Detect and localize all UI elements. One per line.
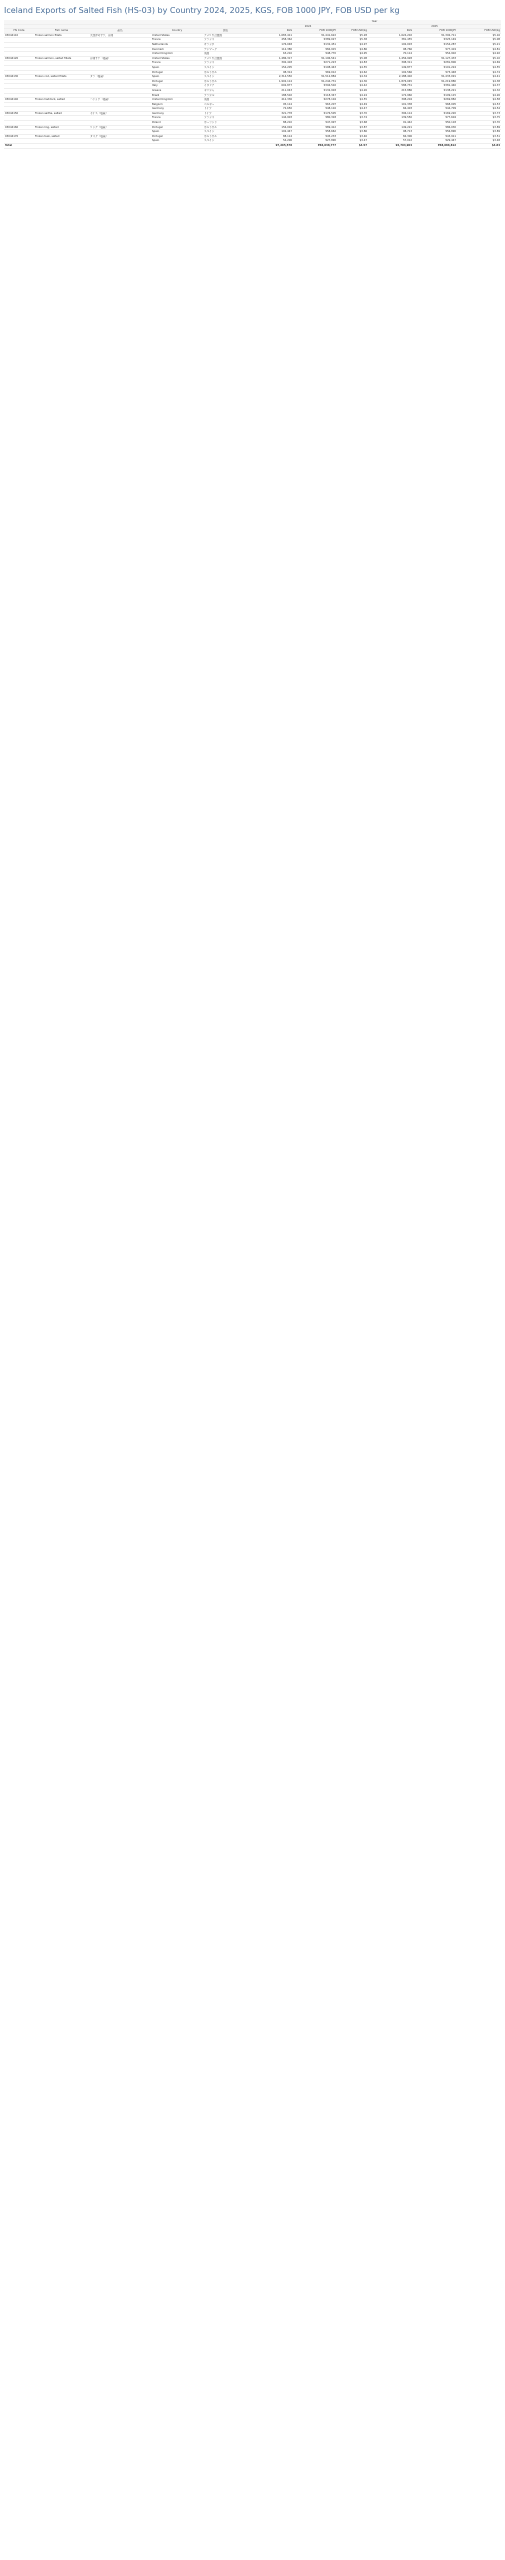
value-cell: 602,877	[248, 84, 293, 89]
value-cell: 176,048	[248, 42, 293, 47]
country-jp-cell: 英国	[203, 98, 248, 103]
value-cell: $4.41	[457, 75, 501, 80]
value-cell: 392,418	[248, 61, 293, 66]
country-jp-cell: スペイン	[203, 139, 248, 144]
value-cell: ¥1,441,622	[293, 33, 337, 38]
country-cell: Italy	[151, 84, 203, 89]
value-cell: $4.26	[337, 88, 368, 93]
header-year-2025: 2025	[368, 24, 501, 29]
value-cell: 139,550	[368, 116, 413, 121]
col-header: KGS	[368, 29, 413, 34]
value-cell: $4.86	[337, 47, 368, 52]
value-cell: 321,778	[248, 111, 293, 116]
value-cell: ¥394,502	[293, 84, 337, 89]
value-cell: ¥381,440	[413, 84, 457, 89]
total-cell: ¥68,086,812	[413, 144, 457, 149]
value-cell: 1,876,045	[368, 79, 413, 84]
fish-name-jp-cell: ハドック（塩蔵）	[89, 98, 151, 103]
value-cell: 156,004	[248, 125, 293, 130]
country-cell: Belgium	[151, 102, 203, 107]
value-cell: ¥54,902	[413, 52, 457, 57]
value-cell: ¥1,244,731	[293, 79, 337, 84]
value-cell: $3.89	[457, 125, 501, 130]
value-cell: ¥45,233	[293, 134, 337, 139]
value-cell: ¥56,890	[413, 130, 457, 135]
value-cell: $4.26	[457, 93, 501, 98]
value-cell: ¥389,027	[293, 38, 337, 43]
value-cell: $3.68	[337, 121, 368, 126]
col-header: FOB USD/kg	[337, 29, 368, 34]
country-cell: United Kingdom	[151, 52, 203, 57]
total-cell: 94,794,904	[368, 144, 413, 149]
country-jp-cell: アメリカ合衆国	[203, 33, 248, 38]
col-header: HS Code	[4, 29, 34, 34]
total-cell: ¥66,038,777	[293, 144, 337, 149]
value-cell: 192,003	[368, 42, 413, 47]
country-cell: Brazil	[151, 93, 203, 98]
value-cell: ¥1,127,433	[413, 56, 457, 61]
country-cell: Portugal	[151, 70, 203, 75]
value-cell: ¥86,030	[413, 125, 457, 130]
value-cell: 88,114	[248, 134, 293, 139]
hs-code-cell: 03044130	[4, 75, 34, 80]
country-jp-cell: ポルトガル	[203, 134, 248, 139]
fish-name-cell: Frozen haddock, salted	[34, 98, 89, 103]
value-cell: $5.10	[457, 56, 501, 61]
col-header: FOB 1000JPY	[293, 29, 337, 34]
value-cell: 63,210	[248, 52, 293, 57]
value-cell: 98,314	[248, 70, 293, 75]
value-cell: 144,903	[248, 116, 293, 121]
hs-code-cell: 03044120	[4, 56, 34, 61]
value-cell: $4.74	[457, 70, 501, 75]
value-cell: 398,204	[368, 98, 413, 103]
value-cell: 1,902,114	[248, 79, 293, 84]
fish-name-jp-cell: タラ（塩蔵）	[89, 75, 151, 80]
value-cell: $3.74	[337, 116, 368, 121]
value-cell: ¥281,806	[413, 61, 457, 66]
country-cell: Portugal	[151, 79, 203, 84]
value-cell: 458,362	[248, 38, 293, 43]
value-cell: ¥1,512,884	[293, 75, 337, 80]
value-cell: 381,455	[368, 38, 413, 43]
country-cell: Spain	[151, 130, 203, 135]
value-cell: ¥1,433,091	[413, 75, 457, 80]
value-cell: 306,114	[368, 111, 413, 116]
header-year-2024: 2024	[248, 24, 368, 29]
value-cell: $4.54	[457, 107, 501, 112]
value-cell: ¥84,915	[293, 47, 337, 52]
country-jp-cell: ギリシャ	[203, 88, 248, 93]
value-cell: $3.87	[337, 125, 368, 130]
value-cell: 215,886	[368, 88, 413, 93]
value-cell: ¥44,709	[413, 107, 457, 112]
total-label: Total	[4, 144, 248, 149]
country-cell: France	[151, 116, 203, 121]
value-cell: $4.34	[337, 75, 368, 80]
country-cell: United States	[151, 56, 203, 61]
value-cell: $4.32	[457, 88, 501, 93]
value-cell: 98,713	[368, 130, 413, 135]
value-cell: $4.62	[337, 70, 368, 75]
value-cell: 95,114	[248, 102, 293, 107]
country-jp-cell: スペイン	[203, 75, 248, 80]
value-cell: ¥89,412	[293, 125, 337, 130]
value-cell: $4.37	[457, 84, 501, 89]
value-cell: $3.70	[457, 121, 501, 126]
value-cell: 1,456,928	[368, 56, 413, 61]
value-cell: ¥80,318	[293, 116, 337, 121]
country-cell: Portugal	[151, 125, 203, 130]
value-cell: ¥68,005	[413, 102, 457, 107]
value-cell: $4.53	[457, 102, 501, 107]
total-cell: $4.57	[337, 144, 368, 149]
fish-name-jp-cell: タスク（塩蔵）	[89, 134, 151, 139]
value-cell: ¥325,149	[413, 38, 457, 43]
value-cell: 2,314,550	[248, 75, 293, 80]
country-cell: Spain	[151, 65, 203, 70]
country-jp-cell: ポルトガル	[203, 125, 248, 130]
fish-name-cell: Frozen tusk, salted	[34, 134, 89, 139]
value-cell: ¥132,451	[293, 42, 337, 47]
value-cell: 154,205	[248, 65, 293, 70]
value-cell: 172,960	[368, 93, 413, 98]
value-cell: ¥73,448	[413, 70, 457, 75]
hs-code-cell: 03044140	[4, 98, 34, 103]
country-cell: Germany	[151, 107, 203, 112]
country-jp-cell: デンマーク	[203, 47, 248, 52]
col-header: Fish name	[34, 29, 89, 34]
export-table-sheet	[4, 20, 501, 149]
value-cell: $5.21	[457, 42, 501, 47]
value-cell: $4.36	[337, 79, 368, 84]
country-cell: Poland	[151, 121, 203, 126]
hs-code-cell: 03044170	[4, 134, 34, 139]
fish-name-cell: Frozen saithe, salted	[34, 111, 89, 116]
value-cell: 188,502	[248, 93, 293, 98]
value-cell: 102,447	[248, 130, 293, 135]
country-jp-cell: ポルトガル	[203, 70, 248, 75]
fish-name-jp-cell: 冷凍サケ（塩蔵）	[89, 56, 151, 61]
country-cell: Denmark	[151, 47, 203, 52]
value-cell: $4.55	[457, 65, 501, 70]
value-cell: 57,012	[368, 139, 413, 144]
value-cell: ¥43,911	[413, 134, 457, 139]
value-cell: $4.97	[337, 42, 368, 47]
value-cell: 72,650	[248, 107, 293, 112]
value-cell: 88,210	[248, 121, 293, 126]
value-cell: ¥271,223	[293, 61, 337, 66]
value-cell: ¥27,890	[293, 139, 337, 144]
value-cell: $4.49	[337, 102, 368, 107]
value-cell: $3.86	[337, 130, 368, 135]
value-cell: $5.08	[337, 56, 368, 61]
total-cell: 97,265,578	[248, 144, 293, 149]
value-cell: $3.89	[457, 130, 501, 135]
value-cell: ¥69,012	[293, 70, 337, 75]
value-cell: $3.70	[337, 111, 368, 116]
value-cell: $4.81	[457, 47, 501, 52]
col-header: FOB 1000JPY	[413, 29, 457, 34]
fish-name-cell: Frozen ling, salted	[34, 125, 89, 130]
value-cell: 112,380	[248, 47, 293, 52]
value-cell: $3.47	[337, 139, 368, 144]
value-cell: ¥278,104	[293, 98, 337, 103]
country-cell: United Kingdom	[151, 98, 203, 103]
hs-code-cell: 03044150	[4, 111, 34, 116]
value-cell: 54,206	[248, 139, 293, 144]
country-jp-cell: ポーランド	[203, 121, 248, 126]
value-cell: 66,403	[368, 107, 413, 112]
value-cell: ¥138,221	[413, 88, 457, 93]
value-cell: $4.92	[457, 52, 501, 57]
value-cell: ¥101,224	[413, 65, 457, 70]
value-cell: $5.28	[337, 33, 368, 38]
country-cell: Portugal	[151, 134, 203, 139]
value-cell: $4.38	[457, 79, 501, 84]
table-body	[4, 33, 501, 143]
country-cell: France	[151, 38, 203, 43]
fish-name-jp-cell: 大西洋のサケ、冷凍	[89, 33, 151, 38]
value-cell: 84,306	[368, 134, 413, 139]
value-cell: $4.69	[457, 61, 501, 66]
country-cell: France	[151, 61, 203, 66]
value-cell: 398,311	[368, 61, 413, 66]
country-jp-cell: ドイツ	[203, 111, 248, 116]
value-cell: 1,624,202	[368, 33, 413, 38]
value-cell: ¥108,443	[293, 65, 337, 70]
value-cell: ¥118,347	[293, 93, 337, 98]
country-cell: Germany	[151, 111, 203, 116]
value-cell: ¥176,505	[293, 111, 337, 116]
country-jp-cell: ブラジル	[203, 93, 248, 98]
value-cell: ¥29,447	[413, 139, 457, 144]
value-cell: ¥269,882	[413, 98, 457, 103]
value-cell: $3.48	[457, 139, 501, 144]
value-cell: $3.73	[457, 111, 501, 116]
value-cell: ¥1,196,541	[293, 56, 337, 61]
country-cell: Netherlands	[151, 42, 203, 47]
fish-name-cell: Frozen salmon fillets	[34, 33, 89, 38]
country-jp-cell: イタリア	[203, 84, 248, 89]
col-header: 国名	[203, 29, 248, 34]
value-cell: $4.24	[337, 93, 368, 98]
value-cell: 2,188,402	[368, 75, 413, 80]
value-cell: $3.51	[457, 134, 501, 139]
country-jp-cell: 英国	[203, 52, 248, 57]
value-cell: 98,766	[368, 47, 413, 52]
country-jp-cell: スペイン	[203, 130, 248, 135]
value-cell: ¥77,604	[413, 116, 457, 121]
country-jp-cell: フランス	[203, 61, 248, 66]
country-jp-cell: ポルトガル	[203, 79, 248, 84]
country-jp-cell: フランス	[203, 116, 248, 121]
value-cell: $4.58	[457, 98, 501, 103]
total-cell: $4.84	[457, 144, 501, 149]
country-jp-cell: フランス	[203, 38, 248, 43]
country-cell: Greece	[151, 88, 203, 93]
country-jp-cell: ドイツ	[203, 107, 248, 112]
value-cell: $3.46	[337, 134, 368, 139]
col-header: KGS	[248, 29, 293, 34]
value-cell: 101,338	[368, 102, 413, 107]
value-cell: ¥50,118	[413, 121, 457, 126]
value-cell: ¥77,419	[413, 47, 457, 52]
value-cell: 149,877	[368, 65, 413, 70]
col-header: 品名	[89, 29, 151, 34]
value-cell: ¥132,918	[293, 88, 337, 93]
hs-code-cell: 03044110	[4, 33, 34, 38]
value-cell: $4.55	[337, 65, 368, 70]
value-cell: $5.16	[457, 33, 501, 38]
value-cell: $4.95	[337, 52, 368, 57]
page-title: Iceland Exports of Salted Fish (HS-03) by Country 2024, 2025, KGS, FOB 1000 JPY, FOB USD per kg	[4, 6, 400, 15]
country-jp-cell: ベルギー	[203, 102, 248, 107]
fish-name-cell: Frozen cod, salted fillets	[34, 75, 89, 80]
country-cell: Spain	[151, 75, 203, 80]
value-cell: ¥109,115	[413, 93, 457, 98]
total-row	[4, 144, 501, 149]
fish-name-cell: Frozen salmon, salted fillets	[34, 56, 89, 61]
value-cell: 588,731	[368, 84, 413, 89]
fish-name-jp-cell: リング（塩蔵）	[89, 125, 151, 130]
value-cell: 211,043	[248, 88, 293, 93]
value-cell: ¥63,207	[293, 102, 337, 107]
country-cell: United States	[151, 33, 203, 38]
country-jp-cell: オランダ	[203, 42, 248, 47]
value-cell: 412,336	[248, 98, 293, 103]
value-cell: 102,566	[368, 70, 413, 75]
country-cell: Spain	[151, 139, 203, 144]
export-table	[4, 20, 501, 149]
value-cell: ¥1,392,711	[413, 33, 457, 38]
value-cell: 1,486,317	[248, 56, 293, 61]
value-cell: $4.83	[337, 61, 368, 66]
value-cell: ¥47,997	[293, 121, 337, 126]
col-header: FOB USD/kg	[457, 29, 501, 34]
value-cell: 1,683,411	[248, 33, 293, 38]
fish-name-jp-cell: セイス（塩蔵）	[89, 111, 151, 116]
value-cell: $5.38	[337, 38, 368, 43]
value-cell: 91,442	[368, 121, 413, 126]
value-cell: ¥169,220	[413, 111, 457, 116]
value-cell: $4.47	[337, 107, 368, 112]
hs-code-cell: 03044160	[4, 125, 34, 130]
value-cell: ¥1,219,880	[413, 79, 457, 84]
value-cell: 149,221	[368, 125, 413, 130]
value-cell: ¥48,770	[293, 52, 337, 57]
value-cell: $4.55	[337, 98, 368, 103]
value-cell: ¥58,662	[293, 130, 337, 135]
value-cell: ¥48,116	[293, 107, 337, 112]
value-cell: ¥154,287	[413, 42, 457, 47]
header-year-label: Year	[248, 20, 501, 24]
value-cell: 70,114	[368, 52, 413, 57]
country-jp-cell: アメリカ合衆国	[203, 56, 248, 61]
value-cell: $5.08	[457, 38, 501, 43]
country-jp-cell: スペイン	[203, 65, 248, 70]
value-cell: $3.75	[457, 116, 501, 121]
col-header: Country	[151, 29, 203, 34]
value-cell: $4.42	[337, 84, 368, 89]
